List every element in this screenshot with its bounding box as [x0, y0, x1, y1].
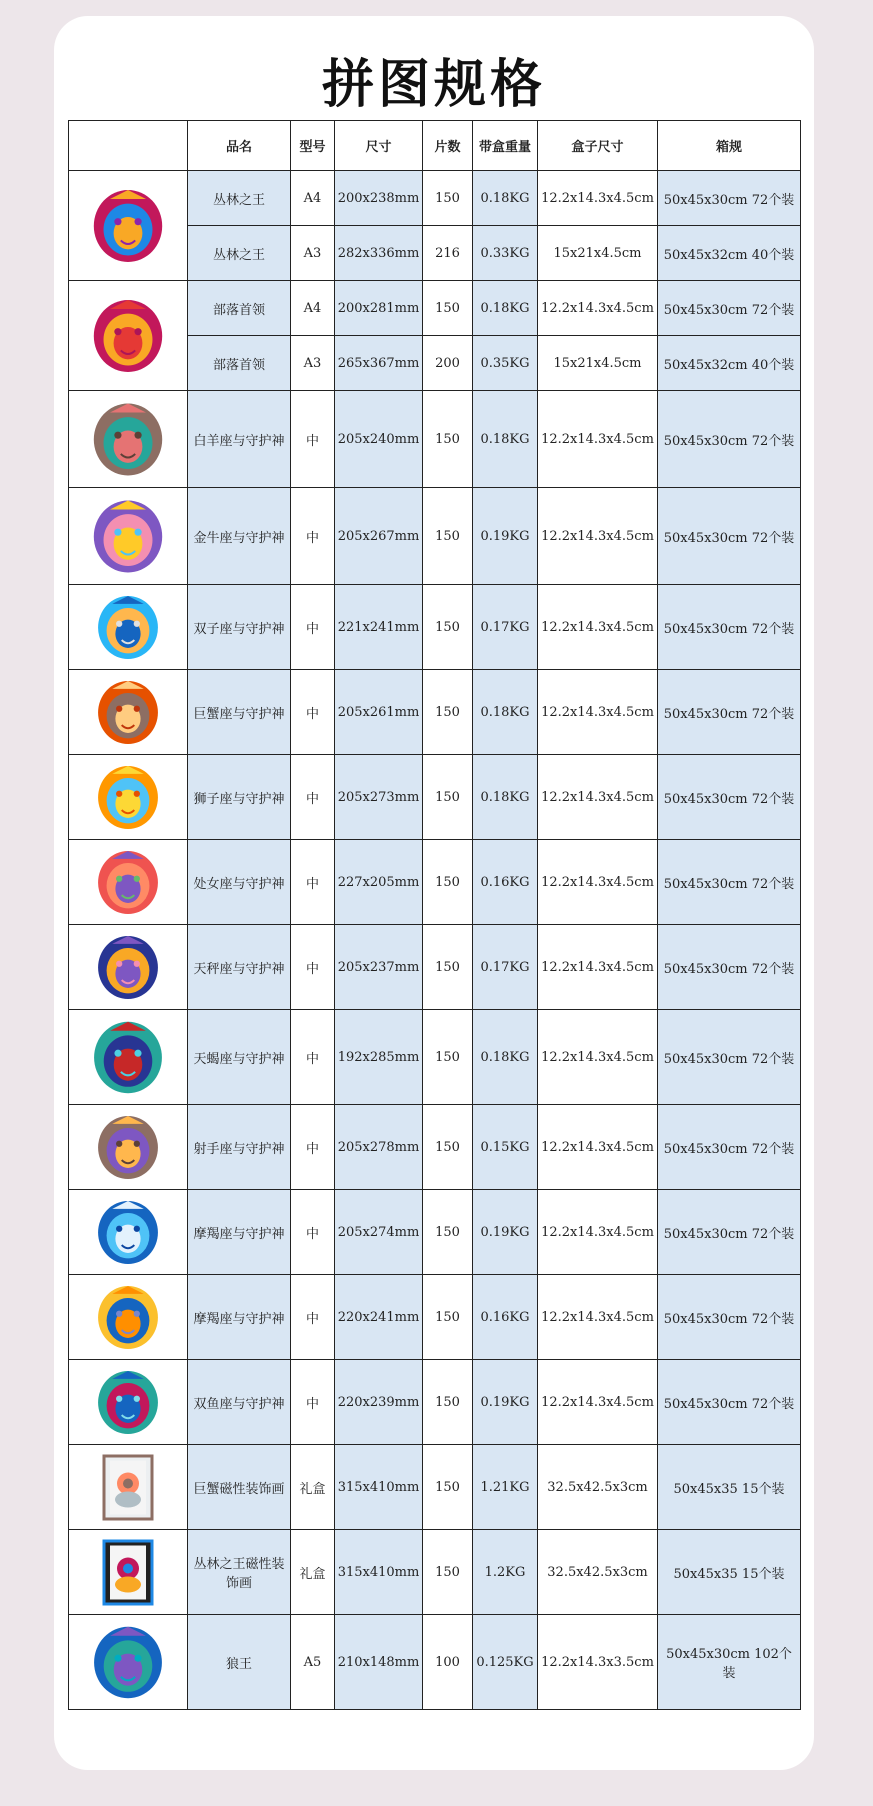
table-row	[69, 488, 801, 585]
item-name: 白羊座与守护神	[188, 391, 291, 488]
item-weight: 0.18KG	[473, 171, 538, 226]
taurus-guardian-puzzle-image	[69, 488, 188, 585]
item-weight: 0.18KG	[473, 1010, 538, 1105]
item-carton: 50x45x30cm 72个装	[658, 1190, 801, 1275]
item-size: 227x205mm	[335, 840, 423, 925]
item-carton: 50x45x30cm 72个装	[658, 488, 801, 585]
item-carton: 50x45x30cm 102个装	[658, 1615, 801, 1710]
item-pieces: 150	[423, 1010, 473, 1105]
item-name: 丛林之王	[188, 226, 291, 281]
wolf-king-puzzle-image	[69, 1615, 188, 1710]
item-carton: 50x45x32cm 40个装	[658, 226, 801, 281]
item-carton: 50x45x35 15个装	[658, 1530, 801, 1615]
spec-table	[68, 120, 801, 1710]
item-box-size: 12.2x14.3x4.5cm	[538, 391, 658, 488]
item-size: 315x410mm	[335, 1530, 423, 1615]
libra-guardian-puzzle-image	[69, 925, 188, 1010]
item-box-size: 12.2x14.3x4.5cm	[538, 488, 658, 585]
table-row	[69, 1190, 801, 1275]
item-model: 礼盒	[291, 1530, 335, 1615]
leo-guardian-puzzle-image	[69, 755, 188, 840]
item-pieces: 100	[423, 1615, 473, 1710]
cancer-framed-magnetic-art-art	[88, 1450, 168, 1525]
item-box-size: 12.2x14.3x4.5cm	[538, 585, 658, 670]
item-name: 狮子座与守护神	[188, 755, 291, 840]
item-weight: 0.18KG	[473, 281, 538, 336]
item-carton: 50x45x30cm 72个装	[658, 1360, 801, 1445]
item-box-size: 12.2x14.3x4.5cm	[538, 840, 658, 925]
spec-table-body	[69, 171, 801, 1710]
item-pieces: 150	[423, 488, 473, 585]
table-row	[69, 925, 801, 1010]
item-pieces: 150	[423, 171, 473, 226]
capricorn-guardian-alt-puzzle-art	[88, 1280, 168, 1355]
capricorn-guardian-puzzle-art	[88, 1195, 168, 1270]
item-weight: 0.16KG	[473, 1275, 538, 1360]
item-model: 中	[291, 1010, 335, 1105]
table-row	[69, 1010, 801, 1105]
table-row	[69, 391, 801, 488]
table-row	[69, 585, 801, 670]
item-size: 205x278mm	[335, 1105, 423, 1190]
libra-guardian-puzzle-art	[88, 930, 168, 1005]
header-name: 品名	[188, 121, 291, 171]
item-pieces: 150	[423, 1190, 473, 1275]
gemini-guardian-puzzle-art	[88, 590, 168, 665]
aries-guardian-puzzle-image	[69, 391, 188, 488]
item-pieces: 150	[423, 670, 473, 755]
item-weight: 0.17KG	[473, 925, 538, 1010]
item-size: 315x410mm	[335, 1445, 423, 1530]
item-box-size: 12.2x14.3x4.5cm	[538, 925, 658, 1010]
item-box-size: 12.2x14.3x4.5cm	[538, 1105, 658, 1190]
table-row	[69, 1530, 801, 1615]
lion-king-framed-magnetic-art-image	[69, 1530, 188, 1615]
item-name: 摩羯座与守护神	[188, 1190, 291, 1275]
item-box-size: 15x21x4.5cm	[538, 336, 658, 391]
item-carton: 50x45x30cm 72个装	[658, 840, 801, 925]
item-model: A5	[291, 1615, 335, 1710]
item-size: 220x239mm	[335, 1360, 423, 1445]
sagittarius-guardian-puzzle-art	[88, 1110, 168, 1185]
item-model: 礼盒	[291, 1445, 335, 1530]
capricorn-guardian-alt-puzzle-image	[69, 1275, 188, 1360]
item-box-size: 12.2x14.3x4.5cm	[538, 1360, 658, 1445]
header-box-size: 盒子尺寸	[538, 121, 658, 171]
item-weight: 0.19KG	[473, 1360, 538, 1445]
item-box-size: 12.2x14.3x4.5cm	[538, 281, 658, 336]
table-row	[69, 670, 801, 755]
item-weight: 0.19KG	[473, 1190, 538, 1275]
item-weight: 0.16KG	[473, 840, 538, 925]
item-size: 210x148mm	[335, 1615, 423, 1710]
item-size: 205x261mm	[335, 670, 423, 755]
item-model: 中	[291, 1275, 335, 1360]
item-box-size: 12.2x14.3x4.5cm	[538, 1275, 658, 1360]
item-size: 205x274mm	[335, 1190, 423, 1275]
tribal-chief-puzzle-art	[88, 288, 168, 384]
item-weight: 0.18KG	[473, 391, 538, 488]
table-row	[69, 171, 801, 226]
item-box-size: 12.2x14.3x3.5cm	[538, 1615, 658, 1710]
table-row	[69, 1445, 801, 1530]
item-pieces: 150	[423, 391, 473, 488]
item-weight: 0.125KG	[473, 1615, 538, 1710]
scorpio-guardian-puzzle-image	[69, 1010, 188, 1105]
item-name: 部落首领	[188, 281, 291, 336]
tribal-chief-puzzle-image	[69, 281, 188, 391]
cancer-guardian-puzzle-image	[69, 670, 188, 755]
item-carton: 50x45x30cm 72个装	[658, 585, 801, 670]
item-size: 200x238mm	[335, 171, 423, 226]
item-pieces: 150	[423, 1105, 473, 1190]
item-box-size: 32.5x42.5x3cm	[538, 1445, 658, 1530]
item-name: 巨蟹磁性装饰画	[188, 1445, 291, 1530]
item-weight: 1.21KG	[473, 1445, 538, 1530]
item-pieces: 150	[423, 755, 473, 840]
item-name: 射手座与守护神	[188, 1105, 291, 1190]
spec-card	[54, 16, 814, 1770]
cancer-guardian-puzzle-art	[88, 675, 168, 750]
item-carton: 50x45x30cm 72个装	[658, 1275, 801, 1360]
item-model: 中	[291, 585, 335, 670]
virgo-guardian-puzzle-image	[69, 840, 188, 925]
item-carton: 50x45x30cm 72个装	[658, 925, 801, 1010]
wolf-king-puzzle-art	[88, 1620, 168, 1705]
item-name: 双子座与守护神	[188, 585, 291, 670]
header-carton: 箱规	[658, 121, 801, 171]
item-pieces: 150	[423, 1360, 473, 1445]
item-carton: 50x45x30cm 72个装	[658, 670, 801, 755]
item-carton: 50x45x30cm 72个装	[658, 391, 801, 488]
table-row	[69, 1615, 801, 1710]
item-box-size: 32.5x42.5x3cm	[538, 1530, 658, 1615]
item-carton: 50x45x32cm 40个装	[658, 336, 801, 391]
header-size: 尺寸	[335, 121, 423, 171]
item-name: 丛林之王	[188, 171, 291, 226]
item-name: 处女座与守护神	[188, 840, 291, 925]
item-name: 丛林之王磁性装饰画	[188, 1530, 291, 1615]
item-model: 中	[291, 391, 335, 488]
item-box-size: 12.2x14.3x4.5cm	[538, 171, 658, 226]
item-size: 205x240mm	[335, 391, 423, 488]
item-box-size: 12.2x14.3x4.5cm	[538, 1010, 658, 1105]
item-weight: 1.2KG	[473, 1530, 538, 1615]
item-box-size: 12.2x14.3x4.5cm	[538, 755, 658, 840]
item-pieces: 150	[423, 281, 473, 336]
item-carton: 50x45x30cm 72个装	[658, 281, 801, 336]
item-weight: 0.18KG	[473, 670, 538, 755]
item-size: 205x273mm	[335, 755, 423, 840]
item-name: 部落首领	[188, 336, 291, 391]
item-weight: 0.18KG	[473, 755, 538, 840]
item-model: A3	[291, 336, 335, 391]
item-size: 205x237mm	[335, 925, 423, 1010]
item-carton: 50x45x30cm 72个装	[658, 755, 801, 840]
item-model: A4	[291, 281, 335, 336]
item-weight: 0.17KG	[473, 585, 538, 670]
header-model: 型号	[291, 121, 335, 171]
item-weight: 0.35KG	[473, 336, 538, 391]
lion-king-framed-magnetic-art-art	[88, 1535, 168, 1610]
item-box-size: 12.2x14.3x4.5cm	[538, 670, 658, 755]
item-box-size: 15x21x4.5cm	[538, 226, 658, 281]
table-row	[69, 840, 801, 925]
item-pieces: 150	[423, 1275, 473, 1360]
leo-guardian-puzzle-art	[88, 760, 168, 835]
gemini-guardian-puzzle-image	[69, 585, 188, 670]
item-model: 中	[291, 488, 335, 585]
aries-guardian-puzzle-art	[88, 396, 168, 483]
item-pieces: 200	[423, 336, 473, 391]
table-row	[69, 755, 801, 840]
page-title: 拼图规格	[321, 55, 546, 115]
item-size: 220x241mm	[335, 1275, 423, 1360]
item-model: A4	[291, 171, 335, 226]
table-row	[69, 1275, 801, 1360]
item-pieces: 150	[423, 925, 473, 1010]
table-row	[69, 1105, 801, 1190]
item-model: 中	[291, 925, 335, 1010]
item-weight: 0.15KG	[473, 1105, 538, 1190]
pisces-guardian-puzzle-art	[88, 1365, 168, 1440]
item-model: 中	[291, 670, 335, 755]
item-name: 天蝎座与守护神	[188, 1010, 291, 1105]
item-model: 中	[291, 1360, 335, 1445]
item-model: 中	[291, 1105, 335, 1190]
item-name: 狼王	[188, 1615, 291, 1710]
item-name: 天秤座与守护神	[188, 925, 291, 1010]
item-model: A3	[291, 226, 335, 281]
table-row	[69, 1360, 801, 1445]
item-size: 205x267mm	[335, 488, 423, 585]
item-model: 中	[291, 1190, 335, 1275]
item-carton: 50x45x35 15个装	[658, 1445, 801, 1530]
item-size: 192x285mm	[335, 1010, 423, 1105]
header-image	[69, 121, 188, 171]
capricorn-guardian-puzzle-image	[69, 1190, 188, 1275]
lion-king-puzzle-image	[69, 171, 188, 281]
item-size: 265x367mm	[335, 336, 423, 391]
item-weight: 0.33KG	[473, 226, 538, 281]
item-pieces: 216	[423, 226, 473, 281]
item-name: 摩羯座与守护神	[188, 1275, 291, 1360]
item-model: 中	[291, 755, 335, 840]
item-name: 双鱼座与守护神	[188, 1360, 291, 1445]
item-carton: 50x45x30cm 72个装	[658, 1010, 801, 1105]
pisces-guardian-puzzle-image	[69, 1360, 188, 1445]
item-pieces: 150	[423, 1445, 473, 1530]
item-pieces: 150	[423, 1530, 473, 1615]
lion-king-puzzle-art	[88, 178, 168, 274]
item-pieces: 150	[423, 840, 473, 925]
cancer-framed-magnetic-art-image	[69, 1445, 188, 1530]
item-name: 巨蟹座与守护神	[188, 670, 291, 755]
item-model: 中	[291, 840, 335, 925]
item-pieces: 150	[423, 585, 473, 670]
header-weight: 带盒重量	[473, 121, 538, 171]
taurus-guardian-puzzle-art	[88, 493, 168, 580]
header-pieces: 片数	[423, 121, 473, 171]
item-carton: 50x45x30cm 72个装	[658, 171, 801, 226]
item-size: 200x281mm	[335, 281, 423, 336]
item-box-size: 12.2x14.3x4.5cm	[538, 1190, 658, 1275]
item-carton: 50x45x30cm 72个装	[658, 1105, 801, 1190]
item-weight: 0.19KG	[473, 488, 538, 585]
virgo-guardian-puzzle-art	[88, 845, 168, 920]
sagittarius-guardian-puzzle-image	[69, 1105, 188, 1190]
header-row	[69, 121, 801, 171]
item-size: 221x241mm	[335, 585, 423, 670]
item-size: 282x336mm	[335, 226, 423, 281]
item-name: 金牛座与守护神	[188, 488, 291, 585]
table-row	[69, 281, 801, 336]
scorpio-guardian-puzzle-art	[88, 1015, 168, 1100]
